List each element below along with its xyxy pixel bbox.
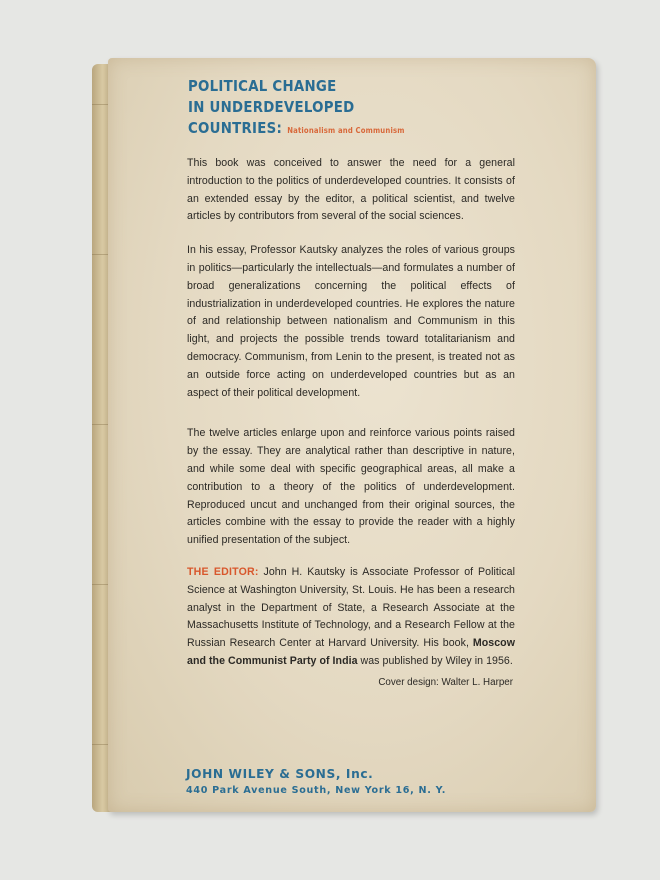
title-line-2: IN UNDERDEVELOPED: [188, 98, 355, 116]
publisher-name: JOHN WILEY & SONS, Inc.: [186, 767, 374, 781]
editor-bio-part-2: was published by Wiley in 1956.: [357, 654, 513, 667]
editor-bio-part-1: John H. Kautsky is Associate Professor of Political Science at Washington University, St. Louis. He has been a research analyst in the Department of State, a Research Associate at the Massachusetts Institute of Technology, and a Research Fellow at the Russian Research Center at Harvard University. His book,: [187, 565, 515, 650]
articles-paragraph: The twelve articles enlarge upon and reinforce various points raised by the essay. They are analytical rather than descriptive in nature, and while some deal with specific geographical areas, all make a contribution to a theory of the politics of underdevelopment. Reproduced uncut and unchanged from their original sources, the articles combine with the essay to provide the reader with a highly unified presentation of the subject.: [187, 427, 515, 547]
essay-paragraph: In his essay, Professor Kautsky analyzes the roles of various groups in politics—particularly the intellectuals—and formulates a number of broad generalizations concerning the political effects of industrialization in underdeveloped countries. He explores the nature of and relationship between nationalism and Communism in this light, and projects the possible trends toward totalitarianism and democracy. Communism, from Lenin to the present, is treated not as an outside force acting on underdeveloped countries but as an aspect of their political development.: [187, 244, 515, 399]
editor-book-title: Moscow and the Communist Party of India: [187, 637, 515, 667]
publisher-address: 440 Park Avenue South, New York 16, N. Y.: [186, 785, 447, 796]
book-title: [188, 76, 515, 141]
book-subtitle: Nationalism and Communism: [287, 126, 405, 135]
title-line-1: POLITICAL CHANGE: [188, 77, 337, 95]
cover-design-credit: Cover design: Walter L. Harper: [378, 676, 513, 688]
intro-paragraph: This book was conceived to answer the need for a general introduction to the politics of underdeveloped countries. It consists of an extended essay by the editor, a political scientist, and twelve articles by contributors from several of the social sciences.: [187, 157, 515, 223]
back-cover-content: [187, 76, 515, 688]
editor-paragraph: [187, 564, 515, 671]
title-line-3: [188, 118, 469, 141]
title-line-3-text: COUNTRIES:: [188, 119, 283, 137]
editor-label: THE EDITOR:: [187, 565, 259, 578]
